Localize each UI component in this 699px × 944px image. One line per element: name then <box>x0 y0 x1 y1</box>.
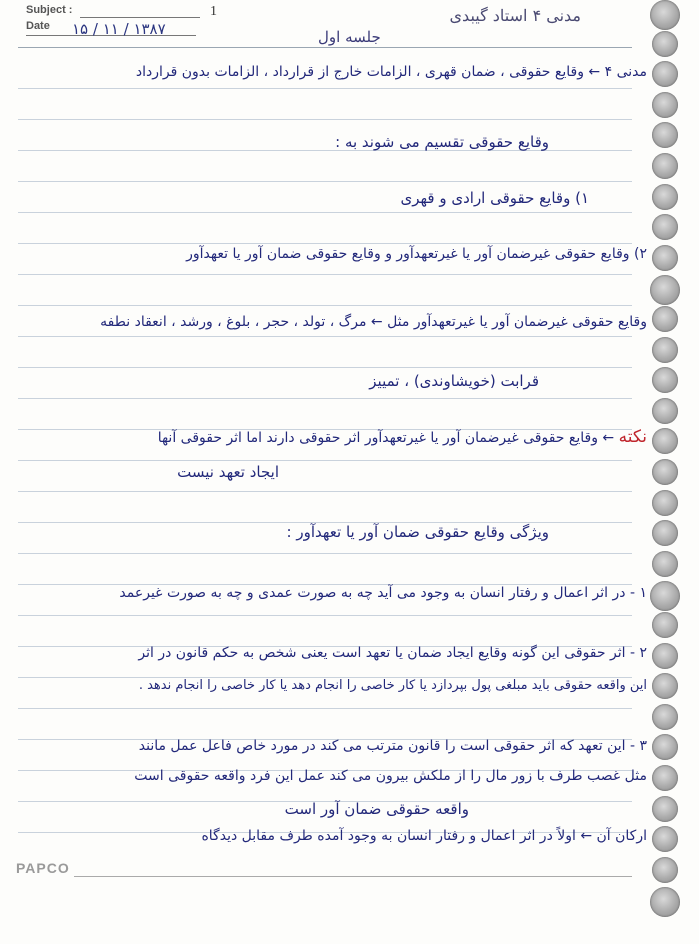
ruled-line <box>18 336 632 337</box>
ruled-line <box>18 212 632 213</box>
spiral-hole-icon <box>652 520 678 546</box>
spiral-hole-icon <box>650 0 680 30</box>
page-title: مدنی ۴ استاد گیبدی <box>449 6 581 25</box>
subject-underline <box>80 17 200 18</box>
footer-rule <box>74 876 632 877</box>
spiral-hole-icon <box>652 765 678 791</box>
note-line-9: ویژگی وقایع حقوقی ضمان آور یا تعهدآور : <box>286 523 549 541</box>
spiral-hole-icon <box>652 459 678 485</box>
spiral-hole-icon <box>652 734 678 760</box>
spiral-hole-icon <box>650 275 680 305</box>
note-line-6: قرابت (خویشاوندی) ، تمییز <box>369 372 539 390</box>
ruled-line <box>18 88 632 89</box>
spiral-hole-icon <box>652 306 678 332</box>
note-line-1: مدنی ۴ ← وقایع حقوقی ، ضمان قهری ، الزامات خارج از قرارداد ، الزامات بدون قرارداد <box>135 64 647 80</box>
spiral-hole-icon <box>652 704 678 730</box>
header-rule <box>18 47 632 48</box>
ruled-line <box>18 305 632 306</box>
note-line-5: وقایع حقوقی غیرضمان آور یا غیرتعهدآور مثل ← مرگ ، تولد ، حجر ، بلوغ ، ورشد ، انعقاد نطفه <box>100 314 647 330</box>
spiral-hole-icon <box>652 31 678 57</box>
session-heading: جلسه اول <box>318 28 381 46</box>
spiral-hole-icon <box>652 673 678 699</box>
spiral-hole-icon <box>652 245 678 271</box>
spiral-hole-icon <box>652 490 678 516</box>
spiral-hole-icon <box>652 214 678 240</box>
spiral-hole-icon <box>650 887 680 917</box>
spiral-hole-icon <box>652 184 678 210</box>
spiral-hole-icon <box>652 428 678 454</box>
spiral-hole-icon <box>652 826 678 852</box>
ruled-line <box>18 553 632 554</box>
note-line-3: ۱) وقایع حقوقی ارادی و قهری <box>400 189 589 207</box>
spiral-hole-icon <box>652 122 678 148</box>
page-number: 1 <box>210 4 217 19</box>
spiral-hole-icon <box>650 581 680 611</box>
spiral-hole-icon <box>652 551 678 577</box>
ruled-line <box>18 460 632 461</box>
ruled-line <box>18 274 632 275</box>
spiral-hole-icon <box>652 367 678 393</box>
ruled-line <box>18 708 632 709</box>
note-line-8: ایجاد تعهد نیست <box>177 463 279 481</box>
note-line-15: واقعه حقوقی ضمان آور است <box>284 800 469 818</box>
ruled-line <box>18 119 632 120</box>
spiral-hole-icon <box>652 796 678 822</box>
ruled-line <box>18 491 632 492</box>
spiral-hole-icon <box>652 857 678 883</box>
spiral-hole-icon <box>652 398 678 424</box>
ruled-line <box>18 398 632 399</box>
spiral-hole-icon <box>652 643 678 669</box>
spiral-hole-icon <box>652 612 678 638</box>
ruled-line <box>18 615 632 616</box>
spiral-hole-icon <box>652 337 678 363</box>
spiral-hole-icon <box>652 61 678 87</box>
note-line-14: مثل غصب طرف با زور مال را از ملکش بیرون می کند عمل این فرد واقعه حقوقی است <box>134 768 647 784</box>
note-line-10: ۱ - در اثر اعمال و رفتار انسان به وجود می آید چه به صورت عمدی و چه به صورت غیرعمد <box>119 585 647 601</box>
note-line-7: نکته ← وقایع حقوقی غیرضمان آور یا غیرتعهدآور اثر حقوقی دارند اما اثر حقوقی آنها <box>157 427 647 447</box>
note-line-2: وقایع حقوقی تقسیم می شوند به : <box>335 133 549 151</box>
note-line-4: ۲) وقایع حقوقی غیرضمان آور یا غیرتعهدآور و وقایع حقوقی ضمان آور یا تعهدآور <box>186 246 647 262</box>
nokte-label: نکته <box>618 427 647 447</box>
note-line-13: ۳ - این تعهد که اثر حقوقی است را قانون مترتب می کند در مورد خاص فاعل عمل مانند <box>138 738 647 754</box>
subject-label: Subject : <box>26 4 73 16</box>
note-line-12: این واقعه حقوقی باید مبلغی پول بپردازد یا کار خاصی را انجام دهد یا کار خاصی را انجام ندهد . <box>138 678 647 693</box>
ruled-line <box>18 367 632 368</box>
date-value: ۱۳۸۷ / ۱۱ / ۱۵ <box>72 20 166 38</box>
ruled-line <box>18 243 632 244</box>
papco-logo: PAPCO <box>16 860 70 876</box>
spiral-hole-icon <box>652 153 678 179</box>
note-line-11: ۲ - اثر حقوقی این گونه وقایع ایجاد ضمان یا تعهد است یعنی شخص به حکم قانون در اثر <box>138 645 647 661</box>
spiral-hole-icon <box>652 92 678 118</box>
ruled-line <box>18 181 632 182</box>
note-line-16: ارکان آن ← اولاً در اثر اعمال و رفتار انسان به وجود آمده طرف مقابل دیدگاه <box>201 828 647 844</box>
date-label: Date <box>26 20 50 32</box>
